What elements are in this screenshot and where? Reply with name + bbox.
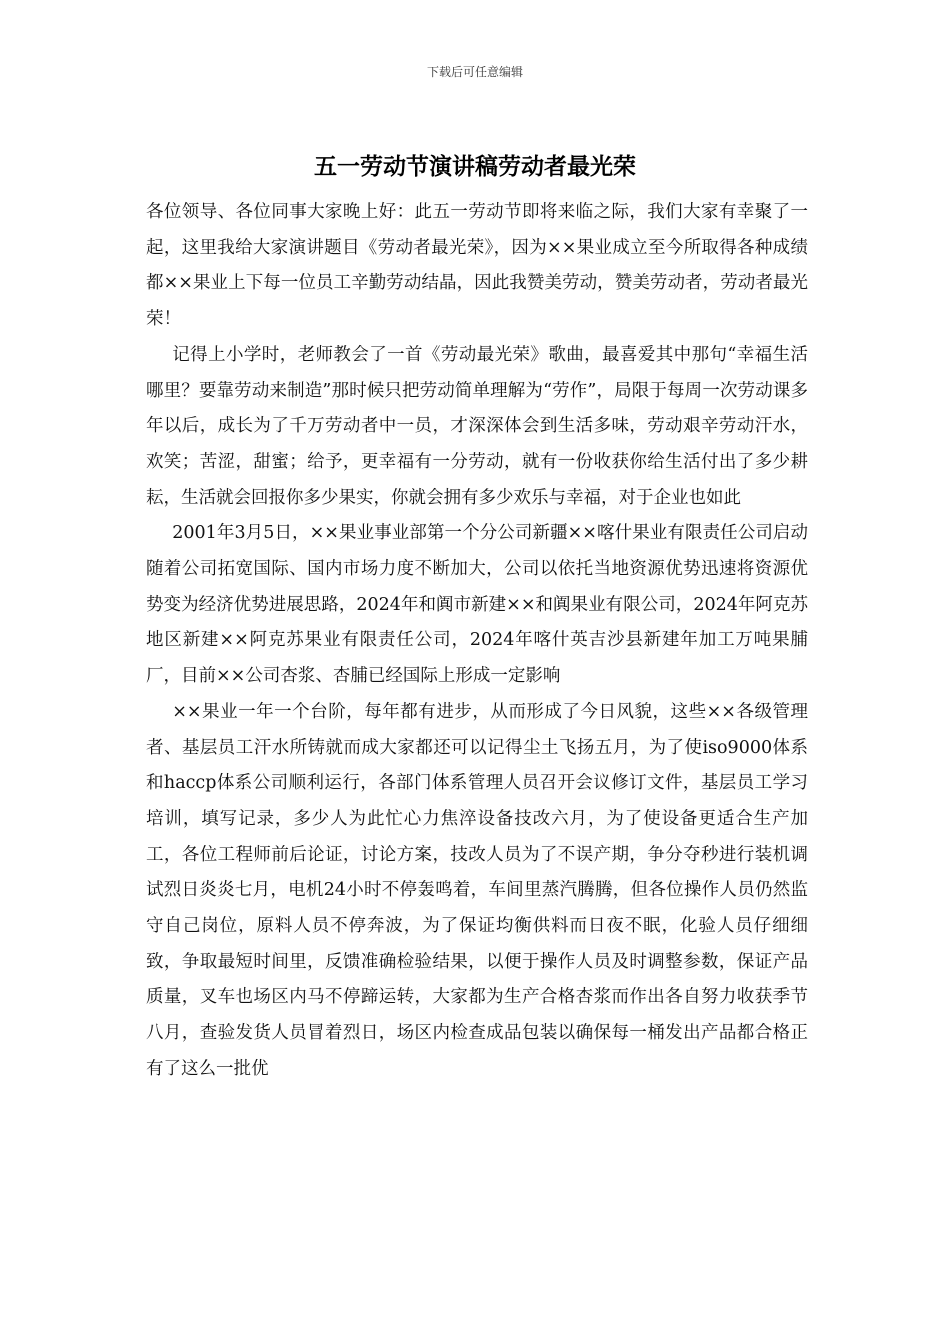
paragraph-greeting: 各位领导、各位同事大家晚上好：此五一劳动节即将来临之际，我们大家有幸聚了一起，这里我给大家演讲题目《劳动者最光荣》，因为××果业成立至今所取得各种成绩都××果业上下每一位员工辛勤劳动结晶，因此我赞美劳动，赞美劳动者，劳动者最光荣！ [146, 202, 808, 330]
header-note: 下载后可任意编辑 [426, 65, 523, 79]
paragraph-childhood: 记得上小学时，老师教会了一首《劳动最光荣》歌曲，最喜爱其中那句“幸福生活哪里？要靠劳动来制造”那时候只把劳动简单理解为“劳作”，局限于每周一次劳动课多年以后，成长为了千万劳动者中一员，才深深体会到生活多味，劳动艰辛劳动汗水，欢笑；苦涩，甜蜜；给予，更幸福有一分劳动，就有一份收获你给生活付出了多少耕耘，生活就会回报你多少果实，你就会拥有多少欢乐与幸福，对于企业也如此 [146, 344, 808, 508]
document-body [146, 195, 808, 1088]
document-title: 五一劳动节演讲稿劳动者最光荣 [314, 153, 636, 180]
paragraph-company-progress: ××果业一年一个台阶，每年都有进步，从而形成了今日风貌，这些××各级管理者、基层员工汗水所铸就而成大家都还可以记得尘土飞扬五月，为了使iso9000体系和haccp体系公司顺利运行，各部门体系管理人员召开会议修订文件，基层员工学习培训，填写记录，多少人为此忙心力焦淬设备技改六月，为了使设备更适合生产加工，各位工程师前后论证，讨论方案，技改人员为了不误产期，争分夺秒进行装机调试烈日炎炎七月，电机24小时不停轰鸣着，车间里蒸汽腾腾，但各位操作人员仍然监守自己岗位，原料人员不停奔波，为了保证均衡供料而日夜不眠，化验人员仔细细致，争取最短时间里，反馈准确检验结果，以便于操作人员及时调整参数，保证产品质量，叉车也场区内马不停蹄运转，大家都为生产合格杏浆而作出各自努力收获季节八月，查验发货人员冒着烈日，场区内检查成品包装以确保每一桶发出产品都合格正有了这么一批优 [146, 701, 808, 1079]
paragraph-company-history: 2001年3月5日，××果业事业部第一个分公司新疆××喀什果业有限责任公司启动随着公司拓宽国际、国内市场力度不断加大，公司以依托当地资源优势迅速将资源优势变为经济优势进展思路，2024年和阗市新建××和阗果业有限公司，2024年阿克苏地区新建××阿克苏果业有限责任公司，2024年喀什英吉沙县新建年加工万吨果脯厂，目前××公司杏浆、杏脯已经国际上形成一定影响 [146, 523, 808, 687]
